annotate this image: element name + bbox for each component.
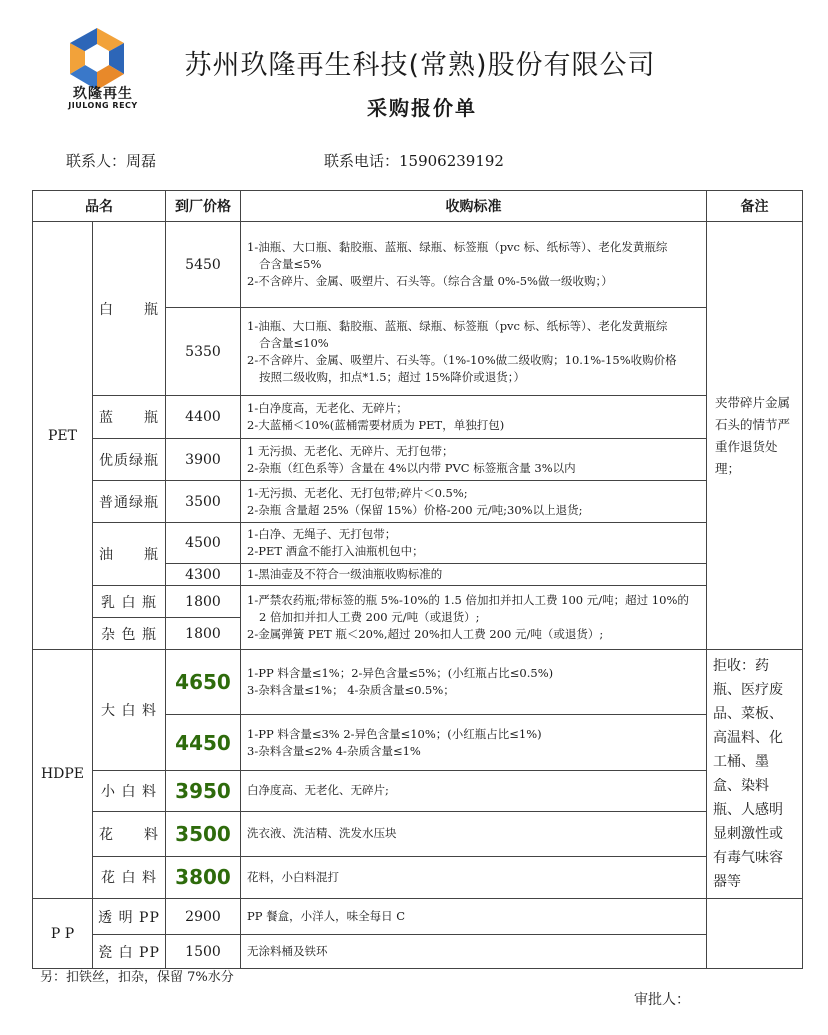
quotation-table <box>32 190 803 969</box>
footer-note: 另：扣铁丝，扣杂，保留 7%水分 <box>40 970 234 985</box>
item-name: 普通绿瓶 <box>93 481 166 523</box>
item-standard: 1-油瓶、大口瓶、黏胶瓶、蓝瓶、绿瓶、标签瓶（pvc 标、纸标等）、老化发黄瓶综 合含量≤5% 2-不含碎片、金属、吸塑片、石头等。（综合含量 0%-5%做一级收购；） <box>241 222 707 308</box>
item-name: 乳 白 瓶 <box>93 586 166 618</box>
table-row <box>33 935 803 969</box>
item-name: 白 瓶 <box>93 222 166 396</box>
item-name: 花 料 <box>93 811 166 856</box>
table-row <box>33 770 803 811</box>
table-row <box>33 222 803 308</box>
item-standard: 无涂料桶及铁环 <box>241 935 707 969</box>
table-row <box>33 481 803 523</box>
item-standard: 花料，小白料混打 <box>241 856 707 898</box>
item-name: 瓷 白 PP <box>93 935 166 969</box>
table-row <box>33 439 803 481</box>
item-standard: 白净度高、无老化、无碎片; <box>241 770 707 811</box>
table-header-row <box>33 191 803 222</box>
document-title: 采购报价单 <box>367 96 477 120</box>
logo-english-name: JIULONG RECY <box>68 101 138 110</box>
item-price: 1800 <box>166 618 241 650</box>
table-row <box>33 650 803 715</box>
item-price: 4400 <box>166 396 241 439</box>
item-standard: 1-无污损、无老化、无打包带;碎片＜0.5%; 2-杂瓶 含量超 25%（保留 15%）价格-200 元/吨;30%以上退货; <box>241 481 707 523</box>
approver-label: 审批人： <box>634 992 690 1008</box>
item-price: 3500 <box>166 481 241 523</box>
header-remark: 备注 <box>707 191 803 222</box>
company-name: 苏州玖隆再生科技(常熟)股份有限公司 <box>184 50 656 81</box>
table-row <box>33 856 803 898</box>
item-price: 1800 <box>166 586 241 618</box>
item-standard: PP 餐盒，小洋人，味全每日 C <box>241 899 707 935</box>
item-name: 透 明 PP <box>93 899 166 935</box>
item-price: 3900 <box>166 439 241 481</box>
item-name: 蓝 瓶 <box>93 396 166 439</box>
item-price: 4500 <box>166 523 241 564</box>
header-name: 品名 <box>33 191 166 222</box>
contact-person: 联系人：周磊 <box>66 152 157 170</box>
category-pet: PET <box>33 222 93 650</box>
item-price: 5350 <box>166 308 241 396</box>
item-price: 4300 <box>166 564 241 586</box>
header-price: 到厂价格 <box>166 191 241 222</box>
contact-phone: 联系电话：15906239192 <box>324 152 504 170</box>
table-row <box>33 396 803 439</box>
remark-pet: 夹带碎片金属石头的情节严重作退货处理； <box>707 222 803 650</box>
item-price: 3800 <box>166 856 241 898</box>
item-name: 杂 色 瓶 <box>93 618 166 650</box>
item-price: 5450 <box>166 222 241 308</box>
item-name: 大 白 料 <box>93 650 166 771</box>
table-row <box>33 586 803 618</box>
table-row <box>33 523 803 564</box>
item-standard: 1-黑油壶及不符合一级油瓶收购标准的 <box>241 564 707 586</box>
item-standard: 1-白净、无绳子、无打包带； 2-PET 酒盒不能打入油瓶机包中； <box>241 523 707 564</box>
item-standard: 1-油瓶、大口瓶、黏胶瓶、蓝瓶、绿瓶、标签瓶（pvc 标、纸标等）、老化发黄瓶综 合含量≤10% 2-不含碎片、金属、吸塑片、石头等。（1%-10%做二级收购；10.1%-15%收购价格 按照二级收购，扣点*1.5；超过 15%降价或退货；） <box>241 308 707 396</box>
item-standard: 1-PP 料含量≤1%；2-异色含量≤5%；(小红瓶占比≤0.5%) 3-杂料含量≤1%； 4-杂质含量≤0.5%； <box>241 650 707 715</box>
remark-hdpe: 拒收：药瓶、医疗废品、菜板、高温料、化工桶、墨盒、染料瓶、人感明显刺激性或有毒气味容器等 <box>707 650 803 899</box>
item-price: 4650 <box>166 650 241 715</box>
item-name: 优质绿瓶 <box>93 439 166 481</box>
item-standard: 洗衣液、洗洁精、洗发水压块 <box>241 811 707 856</box>
item-standard: 1 无污损、无老化、无碎片、无打包带； 2-杂瓶（红色系等）含量在 4%以内带 PVC 标签瓶含量 3%以内 <box>241 439 707 481</box>
category-pp: P P <box>33 899 93 969</box>
header-standard: 收购标准 <box>241 191 707 222</box>
item-price: 1500 <box>166 935 241 969</box>
logo-chinese-name: 玖隆再生 <box>73 86 133 102</box>
item-name: 小 白 料 <box>93 770 166 811</box>
category-hdpe: HDPE <box>33 650 93 899</box>
item-price: 3950 <box>166 770 241 811</box>
item-name: 花 白 料 <box>93 856 166 898</box>
table-row <box>33 899 803 935</box>
item-price: 2900 <box>166 899 241 935</box>
item-price: 4450 <box>166 715 241 771</box>
item-standard: 1-PP 料含量≤3% 2-异色含量≤10%；(小红瓶占比≤1%) 3-杂料含量≤2% 4-杂质含量≤1% <box>241 715 707 771</box>
item-standard: 1-白净度高，无老化、无碎片； 2-大蓝桶＜10%(蓝桶需要材质为 PET，单独打包) <box>241 396 707 439</box>
item-price: 3500 <box>166 811 241 856</box>
item-standard: 1-严禁农药瓶;带标签的瓶 5%-10%的 1.5 倍加扣并扣人工费 100 元/吨；超过 10%的 2 倍加扣并扣人工费 200 元/吨（或退货）; 2-金属弹簧 PET 瓶＜20%,超过 20%扣人工费 200 元/吨（或退货）; <box>241 586 707 650</box>
table-row <box>33 811 803 856</box>
remark-pp <box>707 899 803 969</box>
item-name: 油 瓶 <box>93 523 166 586</box>
